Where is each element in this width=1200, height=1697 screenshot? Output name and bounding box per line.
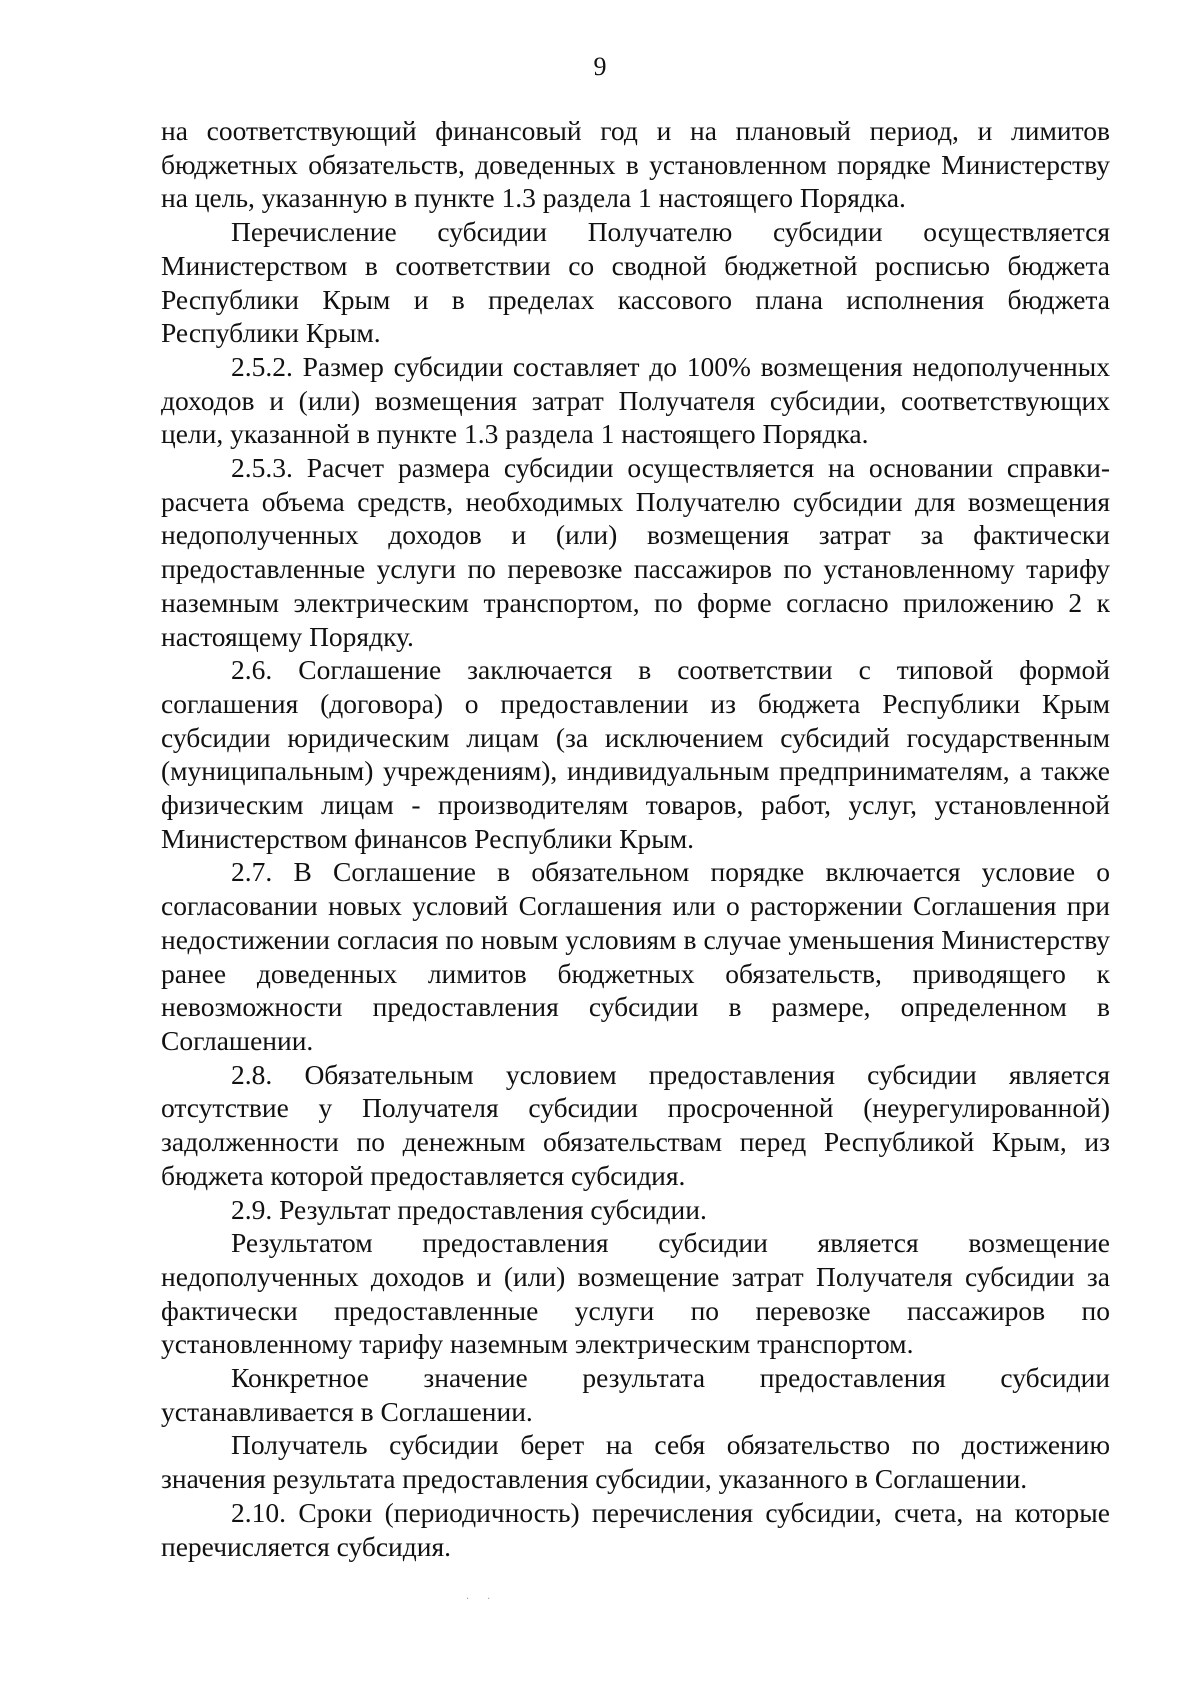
paragraph-transfer-of-subsidy: Перечисление субсидии Получателю субсидии осуществляется Министерством в соответствии со сводной бюджетной росписью бюджета Республики Крым и в пределах кассового плана исполнения бюджета Республики Крым.	[161, 216, 1110, 349]
scan-artifact-dots: ··	[466, 1594, 509, 1605]
document-body	[161, 114, 1110, 1563]
paragraph-2-5-2: 2.5.2. Размер субсидии составляет до 100% возмещения недополученных доходов и (или) возмещения затрат Получателя субсидии, соответствующих цели, указанной в пункте 1.3 раздела 1 настоящего Порядка.	[161, 350, 1110, 450]
paragraph-2-10: 2.10. Сроки (периодичность) перечисления субсидии, счета, на которые перечисляется субсидия.	[161, 1496, 1110, 1562]
paragraph-recipient-obligation: Получатель субсидии берет на себя обязательство по достижению значения результата предоставления субсидии, указанного в Соглашении.	[161, 1429, 1110, 1495]
paragraph-2-6: 2.6. Соглашение заключается в соответствии с типовой формой соглашения (договора) о предоставлении из бюджета Республики Крым субсидии юридическим лицам (за исключением субсидий государственным (муниципальным) учреждениям), индивидуальным предпринимателям, а также физическим лицам - производителям товаров, работ, услуг, установленной Министерством финансов Республики Крым.	[161, 654, 1110, 854]
page-number: 9	[593, 52, 607, 81]
paragraph-2-9: 2.9. Результат предоставления субсидии.	[231, 1193, 707, 1225]
paragraph-2-8: 2.8. Обязательным условием предоставления субсидии является отсутствие у Получателя субсидии просроченной (неурегулированной) задолженности по денежным обязательствам перед Республикой Крым, из бюджета которой предоставляется субсидия.	[161, 1058, 1110, 1191]
paragraph-result-value: Конкретное значение результата предоставления субсидии устанавливается в Соглашении.	[161, 1362, 1110, 1427]
paragraph-continuation: на соответствующий финансовый год и на плановый период, и лимитов бюджетных обязательств, доведенных в установленном порядке Министерству на цель, указанную в пункте 1.3 раздела 1 настоящего Порядка.	[161, 115, 1110, 214]
paragraph-result-description: Результатом предоставления субсидии является возмещение недополученных доходов и (или) возмещение затрат Получателя субсидии за фактически предоставленные услуги по перевозке пассажиров по установленному тарифу наземным электрическим транспортом.	[161, 1227, 1110, 1360]
paragraph-2-5-3: 2.5.3. Расчет размера субсидии осуществляется на основании справки-расчета объема средств, необходимых Получателю субсидии для возмещения недополученных доходов и (или) возмещения затрат за фактически предоставленные услуги по перевозке пассажиров по установленному тарифу наземным электрическим транспортом, по форме согласно приложению 2 к настоящему Порядку.	[161, 452, 1110, 652]
paragraph-2-7: 2.7. В Соглашение в обязательном порядке включается условие о согласовании новых условий Соглашения или о расторжении Соглашения при недостижении согласия по новым условиям в случае уменьшения Министерству ранее доведенных лимитов бюджетных обязательств, приводящего к невозможности предоставления субсидии в размере, определенном в Соглашении.	[161, 856, 1110, 1056]
